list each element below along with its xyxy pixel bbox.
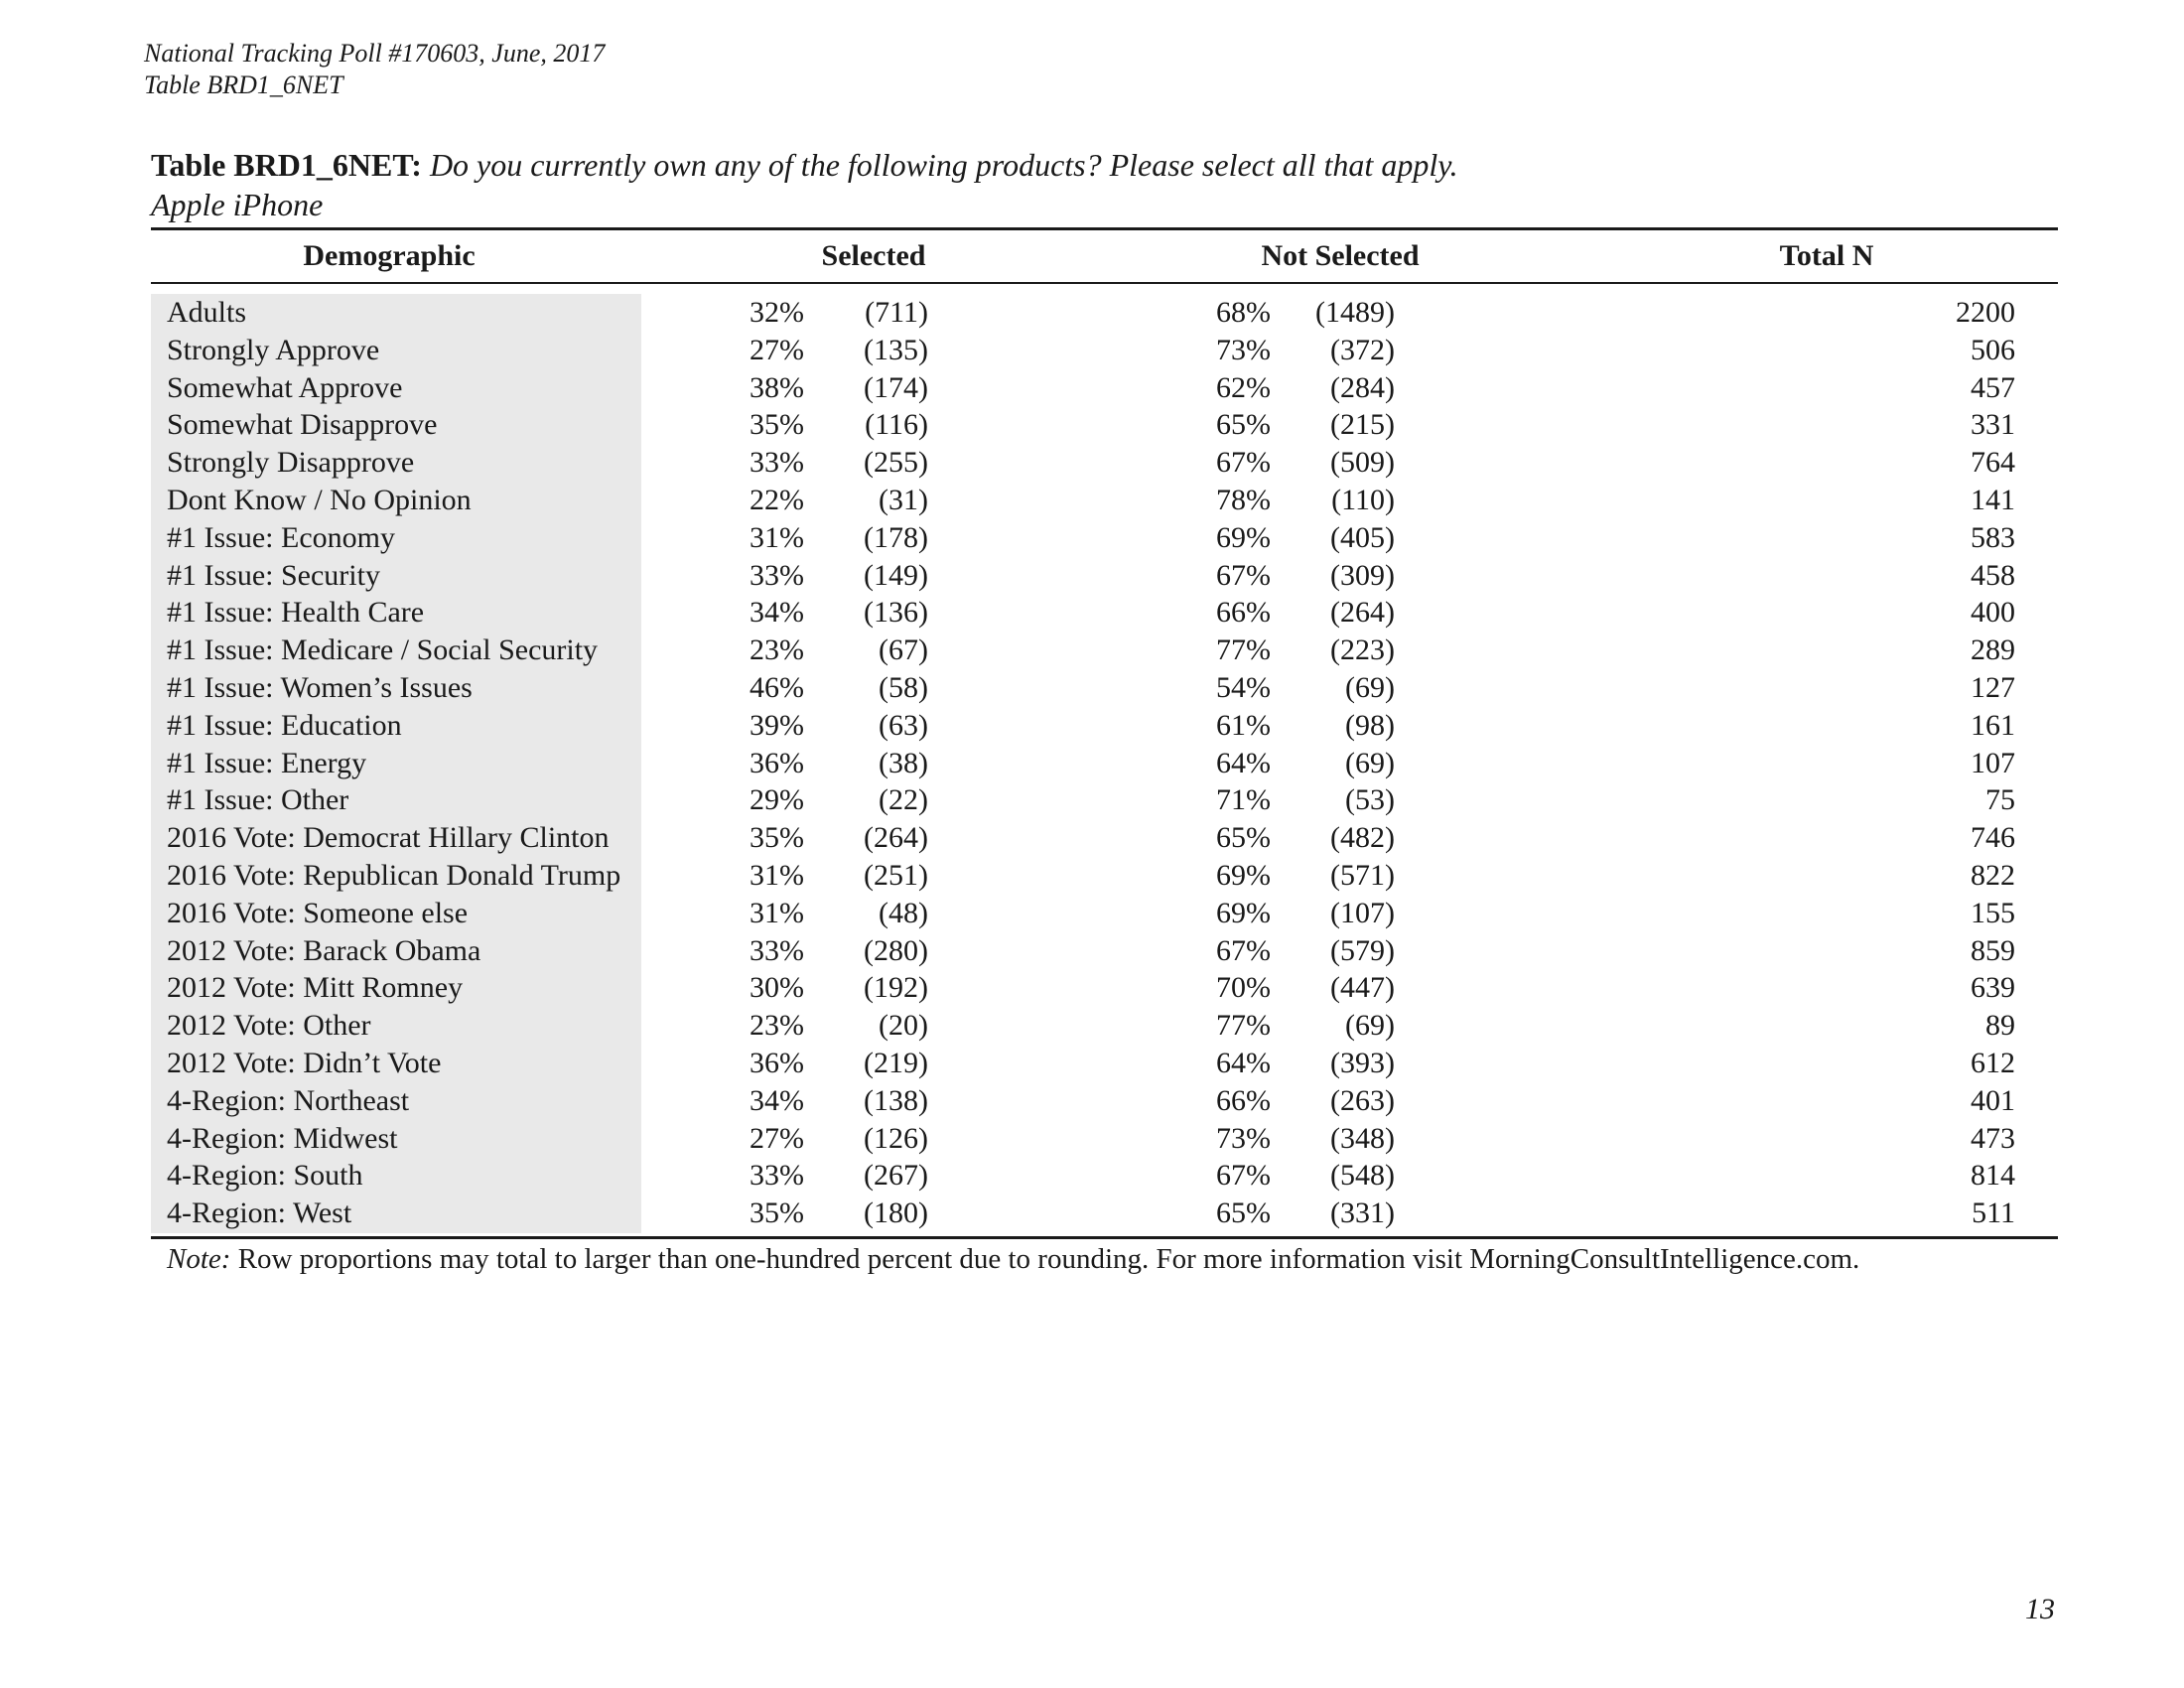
table-row xyxy=(0,707,2184,745)
note-label: Note: xyxy=(167,1243,231,1275)
table-row xyxy=(0,519,2184,557)
total-n: 511 xyxy=(1972,1196,2015,1230)
not-selected-count: (393) xyxy=(1330,1046,1395,1079)
not-selected-count: (372) xyxy=(1330,333,1395,366)
not-selected-count: (482) xyxy=(1330,821,1395,855)
row-label: #1 Issue: Medicare / Social Security xyxy=(167,633,599,667)
row-label: #1 Issue: Economy xyxy=(167,520,395,554)
row-label: Strongly Approve xyxy=(167,333,380,366)
selected-count: (219) xyxy=(864,1046,928,1079)
not-selected-count: (571) xyxy=(1330,858,1395,892)
selected-percent: 36% xyxy=(750,746,804,779)
note-text: Row proportions may total to larger than one-hundred percent due to rounding. For more information visit MorningConsultIntelligence.com. xyxy=(237,1243,1860,1275)
row-label: 2016 Vote: Someone else xyxy=(167,896,469,929)
table-row xyxy=(0,1120,2184,1158)
table-row xyxy=(0,932,2184,970)
row-label: Adults xyxy=(167,296,247,329)
column-header-selected: Selected xyxy=(821,239,926,272)
row-label: Somewhat Approve xyxy=(167,370,403,404)
selected-count: (135) xyxy=(864,333,928,366)
selected-count: (711) xyxy=(865,296,928,329)
not-selected-count: (509) xyxy=(1330,446,1395,480)
not-selected-count: (447) xyxy=(1330,971,1395,1005)
total-n: 107 xyxy=(1971,746,2015,779)
total-n: 822 xyxy=(1971,858,2015,892)
top-rule xyxy=(151,227,2058,230)
not-selected-count: (284) xyxy=(1330,370,1395,404)
column-header-total-n: Total N xyxy=(1779,239,1874,272)
not-selected-count: (107) xyxy=(1330,896,1395,929)
bottom-rule xyxy=(151,1236,2058,1239)
row-label: 2016 Vote: Republican Donald Trump xyxy=(167,858,621,892)
selected-count: (126) xyxy=(864,1121,928,1155)
total-n: 127 xyxy=(1971,670,2015,704)
column-header-demographic: Demographic xyxy=(303,239,476,272)
not-selected-percent: 67% xyxy=(1216,933,1271,967)
not-selected-percent: 69% xyxy=(1216,520,1271,554)
table-row xyxy=(0,819,2184,857)
not-selected-percent: 73% xyxy=(1216,333,1271,366)
selected-count: (116) xyxy=(865,408,928,442)
table-subtitle: Apple iPhone xyxy=(151,187,324,222)
not-selected-count: (53) xyxy=(1345,783,1395,817)
table-row xyxy=(0,781,2184,819)
selected-percent: 30% xyxy=(750,971,804,1005)
header-rule xyxy=(151,282,2058,284)
table-row xyxy=(0,1195,2184,1232)
row-label: 2012 Vote: Other xyxy=(167,1009,371,1043)
not-selected-percent: 71% xyxy=(1216,783,1271,817)
selected-count: (255) xyxy=(864,446,928,480)
total-n: 89 xyxy=(1985,1009,2015,1043)
total-n: 289 xyxy=(1971,633,2015,667)
selected-percent: 38% xyxy=(750,370,804,404)
total-n: 75 xyxy=(1985,783,2015,817)
not-selected-count: (405) xyxy=(1330,520,1395,554)
total-n: 331 xyxy=(1971,408,2015,442)
table-row xyxy=(0,444,2184,482)
total-n: 400 xyxy=(1971,596,2015,630)
not-selected-count: (215) xyxy=(1330,408,1395,442)
selected-count: (138) xyxy=(864,1083,928,1117)
selected-count: (38) xyxy=(879,746,928,779)
total-n: 161 xyxy=(1971,708,2015,742)
not-selected-percent: 68% xyxy=(1216,296,1271,329)
not-selected-percent: 77% xyxy=(1216,1009,1271,1043)
not-selected-percent: 65% xyxy=(1216,408,1271,442)
selected-count: (31) xyxy=(879,483,928,516)
selected-percent: 35% xyxy=(750,408,804,442)
total-n: 401 xyxy=(1971,1083,2015,1117)
not-selected-count: (69) xyxy=(1345,1009,1395,1043)
total-n: 457 xyxy=(1971,370,2015,404)
not-selected-percent: 64% xyxy=(1216,746,1271,779)
selected-percent: 35% xyxy=(750,1196,804,1230)
total-n: 2200 xyxy=(1956,296,2015,329)
table-row xyxy=(0,969,2184,1007)
selected-count: (58) xyxy=(879,670,928,704)
row-label: 4-Region: Midwest xyxy=(167,1121,398,1155)
total-n: 506 xyxy=(1971,333,2015,366)
not-selected-count: (1489) xyxy=(1315,296,1395,329)
selected-count: (63) xyxy=(879,708,928,742)
selected-count: (264) xyxy=(864,821,928,855)
selected-count: (136) xyxy=(864,596,928,630)
total-n: 859 xyxy=(1971,933,2015,967)
selected-percent: 22% xyxy=(750,483,804,516)
page-number: 13 xyxy=(2025,1593,2055,1625)
table-row xyxy=(0,632,2184,669)
not-selected-percent: 78% xyxy=(1216,483,1271,516)
total-n: 141 xyxy=(1971,483,2015,516)
selected-percent: 46% xyxy=(750,670,804,704)
selected-percent: 27% xyxy=(750,333,804,366)
not-selected-percent: 69% xyxy=(1216,896,1271,929)
table-row xyxy=(0,857,2184,895)
row-label: 4-Region: South xyxy=(167,1159,363,1193)
table-row xyxy=(0,406,2184,444)
not-selected-count: (98) xyxy=(1345,708,1395,742)
selected-count: (149) xyxy=(864,558,928,592)
total-n: 814 xyxy=(1971,1159,2015,1193)
not-selected-percent: 67% xyxy=(1216,446,1271,480)
column-header-not-selected: Not Selected xyxy=(1261,239,1420,272)
not-selected-count: (263) xyxy=(1330,1083,1395,1117)
row-label: 2012 Vote: Barack Obama xyxy=(167,933,481,967)
table-row xyxy=(0,294,2184,332)
not-selected-percent: 61% xyxy=(1216,708,1271,742)
table-row xyxy=(0,1045,2184,1082)
not-selected-count: (110) xyxy=(1331,483,1395,516)
selected-percent: 33% xyxy=(750,933,804,967)
total-n: 155 xyxy=(1971,896,2015,929)
not-selected-count: (69) xyxy=(1345,746,1395,779)
selected-percent: 34% xyxy=(750,1083,804,1117)
row-label: 2012 Vote: Mitt Romney xyxy=(167,971,464,1005)
table-row xyxy=(0,895,2184,932)
selected-percent: 33% xyxy=(750,1159,804,1193)
not-selected-count: (331) xyxy=(1330,1196,1395,1230)
selected-percent: 32% xyxy=(750,296,804,329)
selected-percent: 29% xyxy=(750,783,804,817)
selected-count: (251) xyxy=(864,858,928,892)
selected-percent: 34% xyxy=(750,596,804,630)
selected-percent: 27% xyxy=(750,1121,804,1155)
not-selected-percent: 69% xyxy=(1216,858,1271,892)
row-label: #1 Issue: Other xyxy=(167,783,349,817)
table-row xyxy=(0,669,2184,707)
total-n: 583 xyxy=(1971,520,2015,554)
row-label: #1 Issue: Energy xyxy=(167,746,367,779)
total-n: 458 xyxy=(1971,558,2015,592)
not-selected-count: (309) xyxy=(1330,558,1395,592)
selected-count: (48) xyxy=(879,896,928,929)
table-row xyxy=(0,1157,2184,1195)
selected-percent: 33% xyxy=(750,446,804,480)
table-title xyxy=(151,145,1458,185)
table-row xyxy=(0,482,2184,519)
table-title-label: Table BRD1_6NET: xyxy=(151,147,422,183)
table-row xyxy=(0,594,2184,632)
not-selected-count: (264) xyxy=(1330,596,1395,630)
selected-count: (180) xyxy=(864,1196,928,1230)
row-label: 4-Region: West xyxy=(167,1196,352,1230)
selected-percent: 31% xyxy=(750,858,804,892)
selected-percent: 39% xyxy=(750,708,804,742)
not-selected-percent: 70% xyxy=(1216,971,1271,1005)
not-selected-percent: 65% xyxy=(1216,821,1271,855)
table-row xyxy=(0,1007,2184,1045)
row-label: Strongly Disapprove xyxy=(167,446,415,480)
row-label: 4-Region: Northeast xyxy=(167,1083,410,1117)
table-note xyxy=(167,1241,1859,1277)
selected-count: (280) xyxy=(864,933,928,967)
row-label: #1 Issue: Security xyxy=(167,558,380,592)
table-id-header: Table BRD1_6NET xyxy=(144,70,343,99)
row-label: #1 Issue: Health Care xyxy=(167,596,425,630)
not-selected-percent: 67% xyxy=(1216,1159,1271,1193)
not-selected-percent: 66% xyxy=(1216,596,1271,630)
total-n: 639 xyxy=(1971,971,2015,1005)
not-selected-percent: 64% xyxy=(1216,1046,1271,1079)
selected-percent: 36% xyxy=(750,1046,804,1079)
selected-percent: 23% xyxy=(750,1009,804,1043)
selected-percent: 31% xyxy=(750,896,804,929)
not-selected-percent: 54% xyxy=(1216,670,1271,704)
table-row xyxy=(0,557,2184,595)
selected-percent: 23% xyxy=(750,633,804,667)
total-n: 473 xyxy=(1971,1121,2015,1155)
total-n: 612 xyxy=(1971,1046,2015,1079)
not-selected-count: (548) xyxy=(1330,1159,1395,1193)
not-selected-percent: 67% xyxy=(1216,558,1271,592)
selected-percent: 35% xyxy=(750,821,804,855)
table-question: Do you currently own any of the following products? Please select all that apply. xyxy=(429,147,1458,183)
not-selected-count: (579) xyxy=(1330,933,1395,967)
selected-count: (267) xyxy=(864,1159,928,1193)
selected-percent: 33% xyxy=(750,558,804,592)
selected-count: (22) xyxy=(879,783,928,817)
row-label: Dont Know / No Opinion xyxy=(167,483,472,516)
selected-count: (67) xyxy=(879,633,928,667)
table-row xyxy=(0,745,2184,782)
row-label: #1 Issue: Education xyxy=(167,708,402,742)
total-n: 764 xyxy=(1971,446,2015,480)
not-selected-percent: 65% xyxy=(1216,1196,1271,1230)
selected-count: (20) xyxy=(879,1009,928,1043)
not-selected-percent: 77% xyxy=(1216,633,1271,667)
table-body xyxy=(0,294,2184,1232)
not-selected-percent: 66% xyxy=(1216,1083,1271,1117)
not-selected-count: (348) xyxy=(1330,1121,1395,1155)
poll-header: National Tracking Poll #170603, June, 2017 xyxy=(144,39,606,68)
selected-percent: 31% xyxy=(750,520,804,554)
table-row xyxy=(0,1082,2184,1120)
not-selected-percent: 62% xyxy=(1216,370,1271,404)
not-selected-count: (223) xyxy=(1330,633,1395,667)
not-selected-count: (69) xyxy=(1345,670,1395,704)
total-n: 746 xyxy=(1971,821,2015,855)
table-row xyxy=(0,369,2184,407)
row-label: 2012 Vote: Didn’t Vote xyxy=(167,1046,442,1079)
not-selected-percent: 73% xyxy=(1216,1121,1271,1155)
selected-count: (174) xyxy=(864,370,928,404)
table-row xyxy=(0,332,2184,369)
selected-count: (178) xyxy=(864,520,928,554)
selected-count: (192) xyxy=(864,971,928,1005)
row-label: #1 Issue: Women’s Issues xyxy=(167,670,473,704)
row-label: Somewhat Disapprove xyxy=(167,408,438,442)
row-label: 2016 Vote: Democrat Hillary Clinton xyxy=(167,821,610,855)
